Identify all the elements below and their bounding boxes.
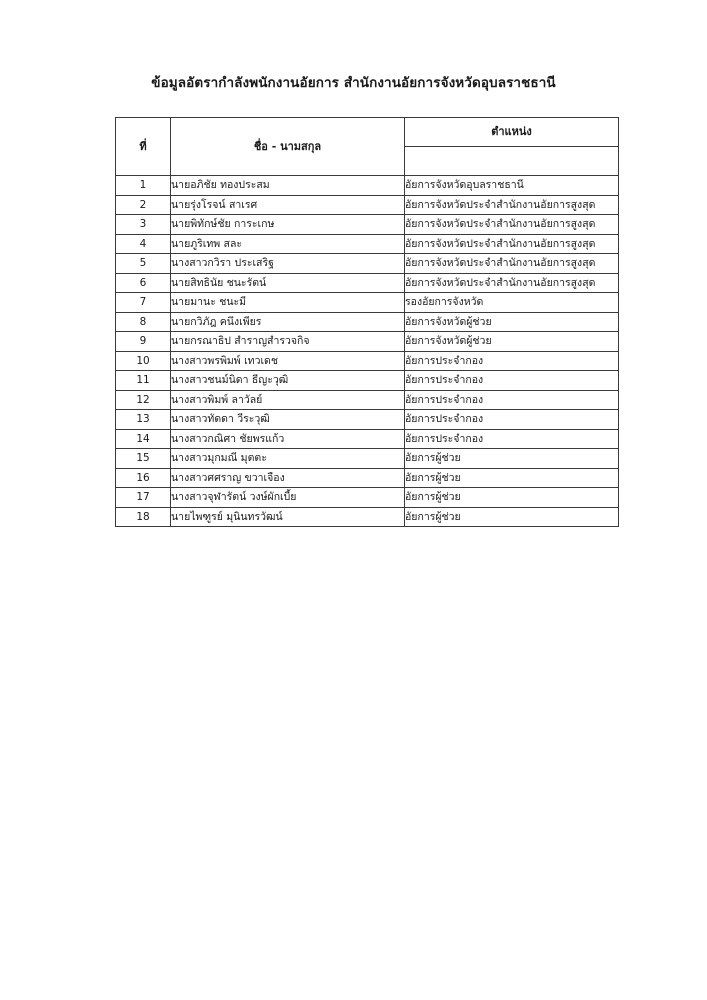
row-number: 2	[116, 195, 171, 215]
table-row	[116, 293, 619, 313]
row-position: รองอัยการจังหวัด	[405, 293, 619, 313]
row-number: 13	[116, 410, 171, 430]
table-row	[116, 468, 619, 488]
row-number: 16	[116, 468, 171, 488]
row-name: นายภูริเทพ สละ	[171, 234, 405, 254]
row-position: อัยการผู้ช่วย	[405, 449, 619, 469]
row-name: นายพิทักษ์ชัย การะเกษ	[171, 215, 405, 235]
row-number: 8	[116, 312, 171, 332]
row-number: 4	[116, 234, 171, 254]
row-number: 12	[116, 390, 171, 410]
row-position: อัยการประจำกอง	[405, 371, 619, 391]
header-no: ที่	[116, 118, 171, 176]
table-body	[116, 176, 619, 527]
table-row	[116, 390, 619, 410]
header-position-blank	[405, 147, 619, 176]
table-row	[116, 234, 619, 254]
row-position: อัยการจังหวัดประจำสำนักงานอัยการสูงสุด	[405, 234, 619, 254]
table-row	[116, 254, 619, 274]
row-position: อัยการจังหวัดประจำสำนักงานอัยการสูงสุด	[405, 254, 619, 274]
row-position: อัยการประจำกอง	[405, 351, 619, 371]
row-position: อัยการจังหวัดผู้ช่วย	[405, 332, 619, 352]
row-position: อัยการประจำกอง	[405, 429, 619, 449]
row-position: อัยการจังหวัดประจำสำนักงานอัยการสูงสุด	[405, 215, 619, 235]
row-number: 9	[116, 332, 171, 352]
row-name: นางสาวจุฬารัตน์ วงษ์ผักเบี้ย	[171, 488, 405, 508]
row-number: 3	[116, 215, 171, 235]
row-name: นายสิทธินัย ชนะรัตน์	[171, 273, 405, 293]
row-name: นางสาวกวิรา ประเสริฐ	[171, 254, 405, 274]
table-row	[116, 429, 619, 449]
table-row	[116, 507, 619, 527]
row-number: 5	[116, 254, 171, 274]
row-position: อัยการผู้ช่วย	[405, 507, 619, 527]
row-number: 7	[116, 293, 171, 313]
row-number: 6	[116, 273, 171, 293]
table-row	[116, 176, 619, 196]
row-name: นางสาวพิมพ์ ลาวัลย์	[171, 390, 405, 410]
table-row	[116, 410, 619, 430]
table-row	[116, 215, 619, 235]
table-row	[116, 195, 619, 215]
row-position: อัยการผู้ช่วย	[405, 468, 619, 488]
row-number: 17	[116, 488, 171, 508]
table-header	[116, 118, 619, 176]
row-name: นายอภิชัย ทองประสม	[171, 176, 405, 196]
row-name: นายกวิภัฎ คนึงเพียร	[171, 312, 405, 332]
header-position: ตำแหน่ง	[405, 118, 619, 147]
table-row	[116, 371, 619, 391]
row-position: อัยการจังหวัดประจำสำนักงานอัยการสูงสุด	[405, 195, 619, 215]
row-name: นางสาวชนม์นิดา ธีญะวุฒิ	[171, 371, 405, 391]
row-number: 11	[116, 371, 171, 391]
header-name: ชื่อ - นามสกุล	[171, 118, 405, 176]
staff-table	[115, 117, 619, 527]
row-position: อัยการประจำกอง	[405, 390, 619, 410]
row-name: นายไพฑูรย์ มุนินทรวัฒน์	[171, 507, 405, 527]
table-row	[116, 351, 619, 371]
row-number: 1	[116, 176, 171, 196]
row-position: อัยการจังหวัดประจำสำนักงานอัยการสูงสุด	[405, 273, 619, 293]
row-name: นายรุ่งโรจน์ สาเรศ	[171, 195, 405, 215]
row-number: 18	[116, 507, 171, 527]
table-row	[116, 273, 619, 293]
row-name: นางสาวพรพิมพ์ เทวเดช	[171, 351, 405, 371]
row-name: นางสาวมุกมณี มุตตะ	[171, 449, 405, 469]
table-row	[116, 332, 619, 352]
row-number: 10	[116, 351, 171, 371]
table-row	[116, 488, 619, 508]
row-number: 15	[116, 449, 171, 469]
row-position: อัยการจังหวัดอุบลราชธานี	[405, 176, 619, 196]
row-name: นางสาวกณิศา ชัยพรแก้ว	[171, 429, 405, 449]
row-name: นางสาวทัดดา วีระวุฒิ	[171, 410, 405, 430]
table-row	[116, 449, 619, 469]
row-name: นายมานะ ชนะมี	[171, 293, 405, 313]
table-row	[116, 312, 619, 332]
page-title: ข้อมูลอัตรากำลังพนักงานอัยการ สำนักงานอัยการจังหวัดอุบลราชธานี	[151, 75, 556, 91]
row-number: 14	[116, 429, 171, 449]
row-position: อัยการประจำกอง	[405, 410, 619, 430]
row-name: นายกรณาธิป สำราญสำรวจกิจ	[171, 332, 405, 352]
row-name: นางสาวศศราญ ขวาเจือง	[171, 468, 405, 488]
row-position: อัยการจังหวัดผู้ช่วย	[405, 312, 619, 332]
row-position: อัยการผู้ช่วย	[405, 488, 619, 508]
